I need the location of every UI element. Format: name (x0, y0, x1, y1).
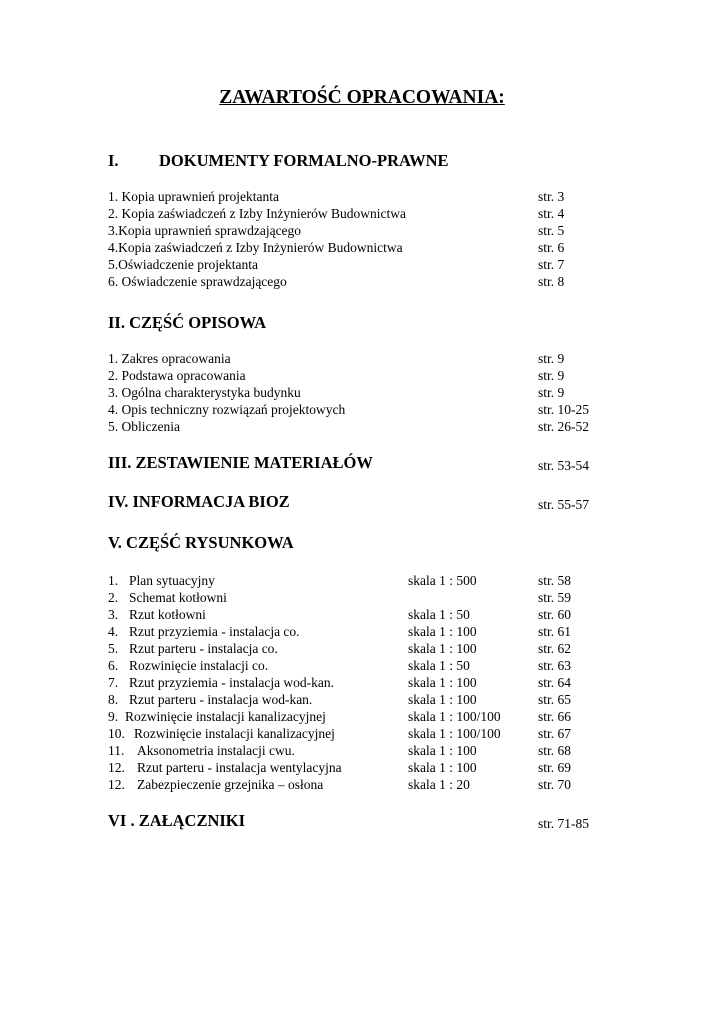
section-6-page: str. 71-85 (538, 816, 590, 831)
section-4-page: str. 55-57 (538, 497, 590, 512)
drawing-number: 7. (108, 675, 119, 690)
drawing-title: Plan sytuacyjny (129, 573, 215, 588)
drawing-number: 8. (108, 692, 119, 707)
drawing-number: 12. (108, 760, 125, 775)
section-2-item-page: str. 9 (538, 385, 565, 400)
drawing-title: Aksonometria instalacji cwu. (137, 743, 295, 758)
section-1-item-text: 4.Kopia zaświadczeń z Izby Inżynierów Budownictwa (108, 240, 403, 255)
section-1-item-page: str. 4 (538, 206, 565, 221)
drawing-number: 9. (108, 709, 119, 724)
drawing-title: Rzut parteru - instalacja co. (129, 641, 278, 656)
drawing-title: Rzut kotłowni (129, 607, 206, 622)
drawing-number: 4. (108, 624, 119, 639)
drawing-scale: skala 1 : 100 (408, 692, 477, 707)
drawing-scale: skala 1 : 100 (408, 624, 477, 639)
section-3-heading: III. ZESTAWIENIE MATERIAŁÓW (108, 453, 373, 472)
drawing-title: Zabezpieczenie grzejnika – osłona (137, 777, 324, 792)
drawing-scale: skala 1 : 100/100 (408, 709, 501, 724)
section-4-heading: IV. INFORMACJA BIOZ (108, 492, 290, 511)
drawing-title: Rzut parteru - instalacja wod-kan. (129, 692, 313, 707)
section-2-item-text: 3. Ogólna charakterystyka budynku (108, 385, 301, 400)
drawing-page: str. 63 (538, 658, 572, 673)
drawing-title: Rzut przyziemia - instalacja co. (129, 624, 300, 639)
drawing-scale: skala 1 : 50 (408, 607, 470, 622)
drawing-scale: skala 1 : 500 (408, 573, 477, 588)
drawing-page: str. 69 (538, 760, 572, 775)
drawing-page: str. 65 (538, 692, 572, 707)
section-2-item-text: 4. Opis techniczny rozwiązań projektowych (108, 402, 346, 417)
section-1-item-page: str. 7 (538, 257, 565, 272)
drawing-title: Schemat kotłowni (129, 590, 227, 605)
drawing-page: str. 67 (538, 726, 572, 741)
drawing-scale: skala 1 : 100 (408, 641, 477, 656)
section-1-item-page: str. 8 (538, 274, 565, 289)
drawing-scale: skala 1 : 100 (408, 760, 477, 775)
drawing-page: str. 62 (538, 641, 572, 656)
drawing-scale: skala 1 : 20 (408, 777, 470, 792)
section-2-heading: II. CZĘŚĆ OPISOWA (108, 313, 267, 332)
section-1-item-text: 1. Kopia uprawnień projektanta (108, 189, 279, 204)
drawing-number: 6. (108, 658, 119, 673)
drawing-title: Rozwinięcie instalacji kanalizacyjnej (125, 709, 326, 724)
drawing-number: 3. (108, 607, 119, 622)
section-5-heading: V. CZĘŚĆ RYSUNKOWA (108, 533, 294, 552)
drawing-number: 11. (108, 743, 125, 758)
section-1-item-text: 5.Oświadczenie projektanta (108, 257, 258, 272)
section-2-item-page: str. 26-52 (538, 419, 590, 434)
section-1-item-page: str. 5 (538, 223, 565, 238)
section-1-item-page: str. 6 (538, 240, 565, 255)
drawing-scale: skala 1 : 50 (408, 658, 470, 673)
drawing-title: Rozwinięcie instalacji kanalizacyjnej (134, 726, 335, 741)
drawing-page: str. 68 (538, 743, 572, 758)
section-1-item-page: str. 3 (538, 189, 565, 204)
drawing-number: 1. (108, 573, 119, 588)
section-2-item-page: str. 9 (538, 368, 565, 383)
section-1-item-text: 2. Kopia zaświadczeń z Izby Inżynierów Budownictwa (108, 206, 407, 221)
drawing-page: str. 66 (538, 709, 572, 724)
drawing-scale: skala 1 : 100 (408, 743, 477, 758)
drawing-scale: skala 1 : 100/100 (408, 726, 501, 741)
drawing-title: Rzut przyziemia - instalacja wod-kan. (129, 675, 335, 690)
drawing-page: str. 60 (538, 607, 572, 622)
section-2-item-text: 2. Podstawa opracowania (108, 368, 246, 383)
drawing-title: Rzut parteru - instalacja wentylacyjna (137, 760, 342, 775)
drawing-page: str. 64 (538, 675, 572, 690)
section-1-number: I. (108, 151, 119, 170)
drawing-page: str. 58 (538, 573, 572, 588)
drawing-number: 10. (108, 726, 125, 741)
section-2-item-page: str. 10-25 (538, 402, 590, 417)
drawing-number: 12. (108, 777, 125, 792)
drawing-number: 5. (108, 641, 119, 656)
section-3-page: str. 53-54 (538, 458, 590, 473)
drawing-page: str. 70 (538, 777, 572, 792)
drawing-page: str. 59 (538, 590, 572, 605)
section-2-item-text: 5. Obliczenia (108, 419, 180, 434)
section-1-heading: DOKUMENTY FORMALNO-PRAWNE (159, 151, 449, 170)
document-title: ZAWARTOŚĆ OPRACOWANIA: (219, 87, 505, 108)
section-1-item-text: 3.Kopia uprawnień sprawdzającego (108, 223, 302, 238)
drawing-title: Rozwinięcie instalacji co. (129, 658, 269, 673)
section-6-heading: VI . ZAŁĄCZNIKI (108, 811, 246, 830)
drawing-page: str. 61 (538, 624, 572, 639)
section-1-item-text: 6. Oświadczenie sprawdzającego (108, 274, 287, 289)
drawing-number: 2. (108, 590, 119, 605)
section-2-item-page: str. 9 (538, 351, 565, 366)
section-2-item-text: 1. Zakres opracowania (108, 351, 231, 366)
drawing-scale: skala 1 : 100 (408, 675, 477, 690)
